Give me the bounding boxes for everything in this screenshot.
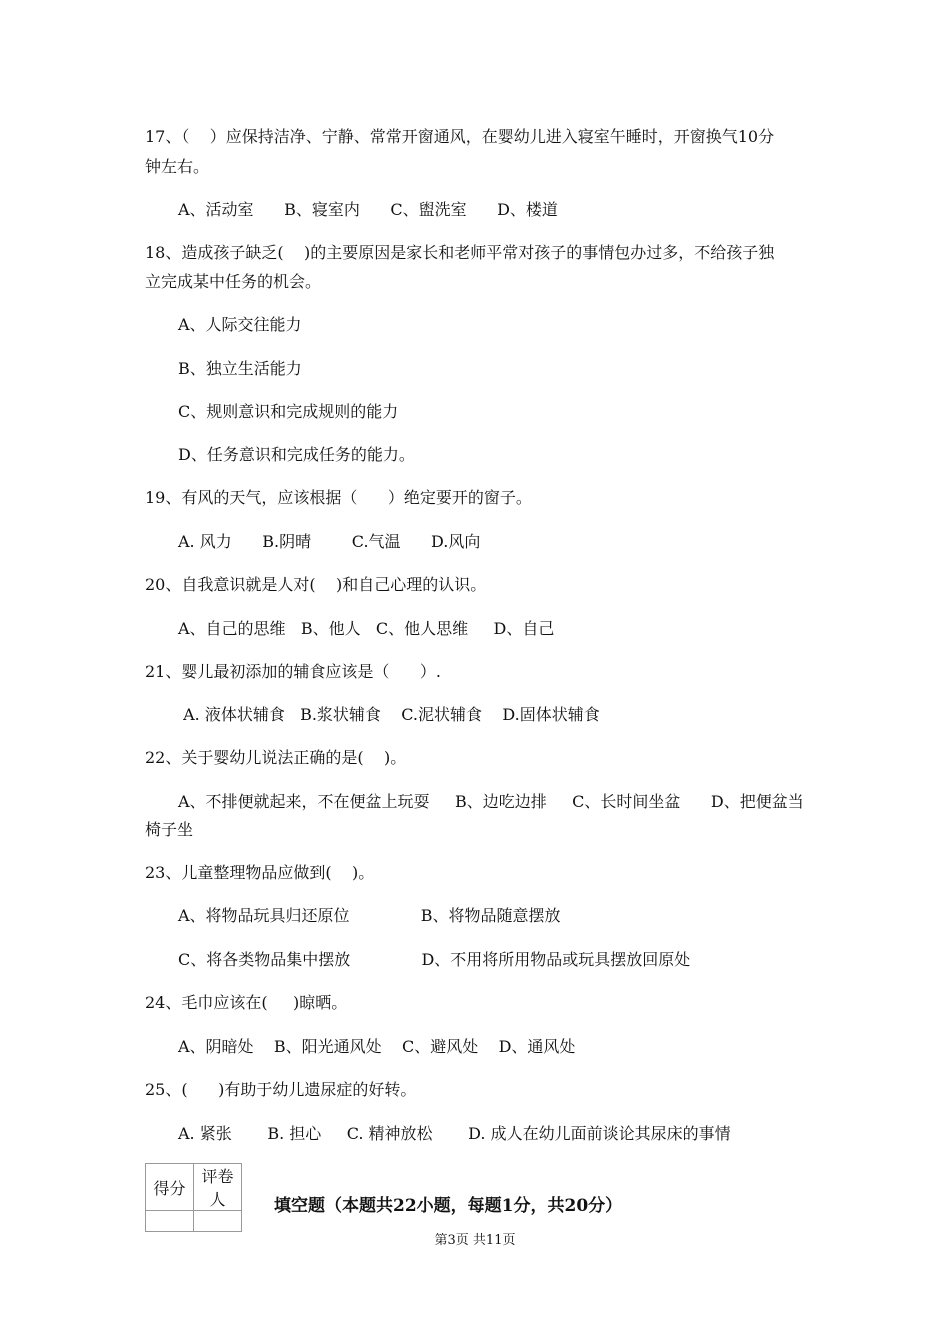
question-18-text: 18、造成孩子缺乏( )的主要原因是家长和老师平常对孩子的事情包办过多，不给孩子独: [145, 243, 775, 262]
question-19-options: A. 风力 B.阴晴 C.气温 D.风向: [178, 532, 481, 551]
question-24-options: A、阴暗处 B、阳光通风处 C、避风处 D、通风处: [178, 1037, 576, 1056]
score-table: [145, 1163, 242, 1232]
question-24-text: 24、毛巾应该在( )晾晒。: [145, 993, 348, 1012]
question-25-text: 25、( )有助于幼儿遗尿症的好转。: [145, 1080, 417, 1099]
question-18-option-d: D、任务意识和完成任务的能力。: [178, 445, 415, 464]
grader-header: 评卷人: [194, 1164, 242, 1211]
question-18-option-c: C、规则意识和完成规则的能力: [178, 402, 399, 421]
score-header: 得分: [146, 1164, 194, 1211]
question-20-options: A、自己的思维 B、他人 C、他人思维 D、自己: [178, 619, 555, 638]
question-17-text-cont: 钟左右。: [145, 157, 210, 176]
question-21-text: 21、婴儿最初添加的辅食应该是（ ）.: [145, 662, 441, 681]
section-title: 填空题（本题共22小题，每题1分，共20分）: [274, 1196, 623, 1216]
question-19-text: 19、有风的天气，应该根据（ ）绝定要开的窗子。: [145, 488, 532, 507]
question-20-text: 20、自我意识就是人对( )和自己心理的认识。: [145, 575, 487, 594]
question-18-option-b: B、独立生活能力: [178, 359, 302, 378]
question-22-text: 22、关于婴幼儿说法正确的是( )。: [145, 748, 407, 767]
question-18-text-cont: 立完成某中任务的机会。: [145, 272, 322, 291]
question-23-options-cd: C、将各类物品集中摆放 D、不用将所用物品或玩具摆放回原处: [178, 950, 691, 969]
question-23-text: 23、儿童整理物品应做到( )。: [145, 863, 375, 882]
question-17-text: 17、（ ）应保持洁净、宁静、常常开窗通风，在婴幼儿进入寝室午睡时，开窗换气10分: [145, 127, 775, 146]
question-21-options: A. 液体状辅食 B.浆状辅食 C.泥状辅食 D.固体状辅食: [178, 705, 600, 724]
question-23-options-ab: A、将物品玩具归还原位 B、将物品随意摆放: [178, 906, 561, 925]
question-22-options-cont: 椅子坐: [145, 820, 194, 839]
question-22-options: A、不排便就起来，不在便盆上玩耍 B、边吃边排 C、长时间坐盆 D、把便盆当: [178, 792, 804, 811]
question-17-options: A、活动室 B、寝室内 C、盥洗室 D、楼道: [178, 200, 558, 219]
question-18-option-a: A、人际交往能力: [178, 315, 302, 334]
page-footer: 第3页 共11页: [434, 1233, 516, 1248]
question-25-options: A. 紧张 B. 担心 C. 精神放松 D. 成人在幼儿面前谈论其尿床的事情: [178, 1124, 731, 1143]
